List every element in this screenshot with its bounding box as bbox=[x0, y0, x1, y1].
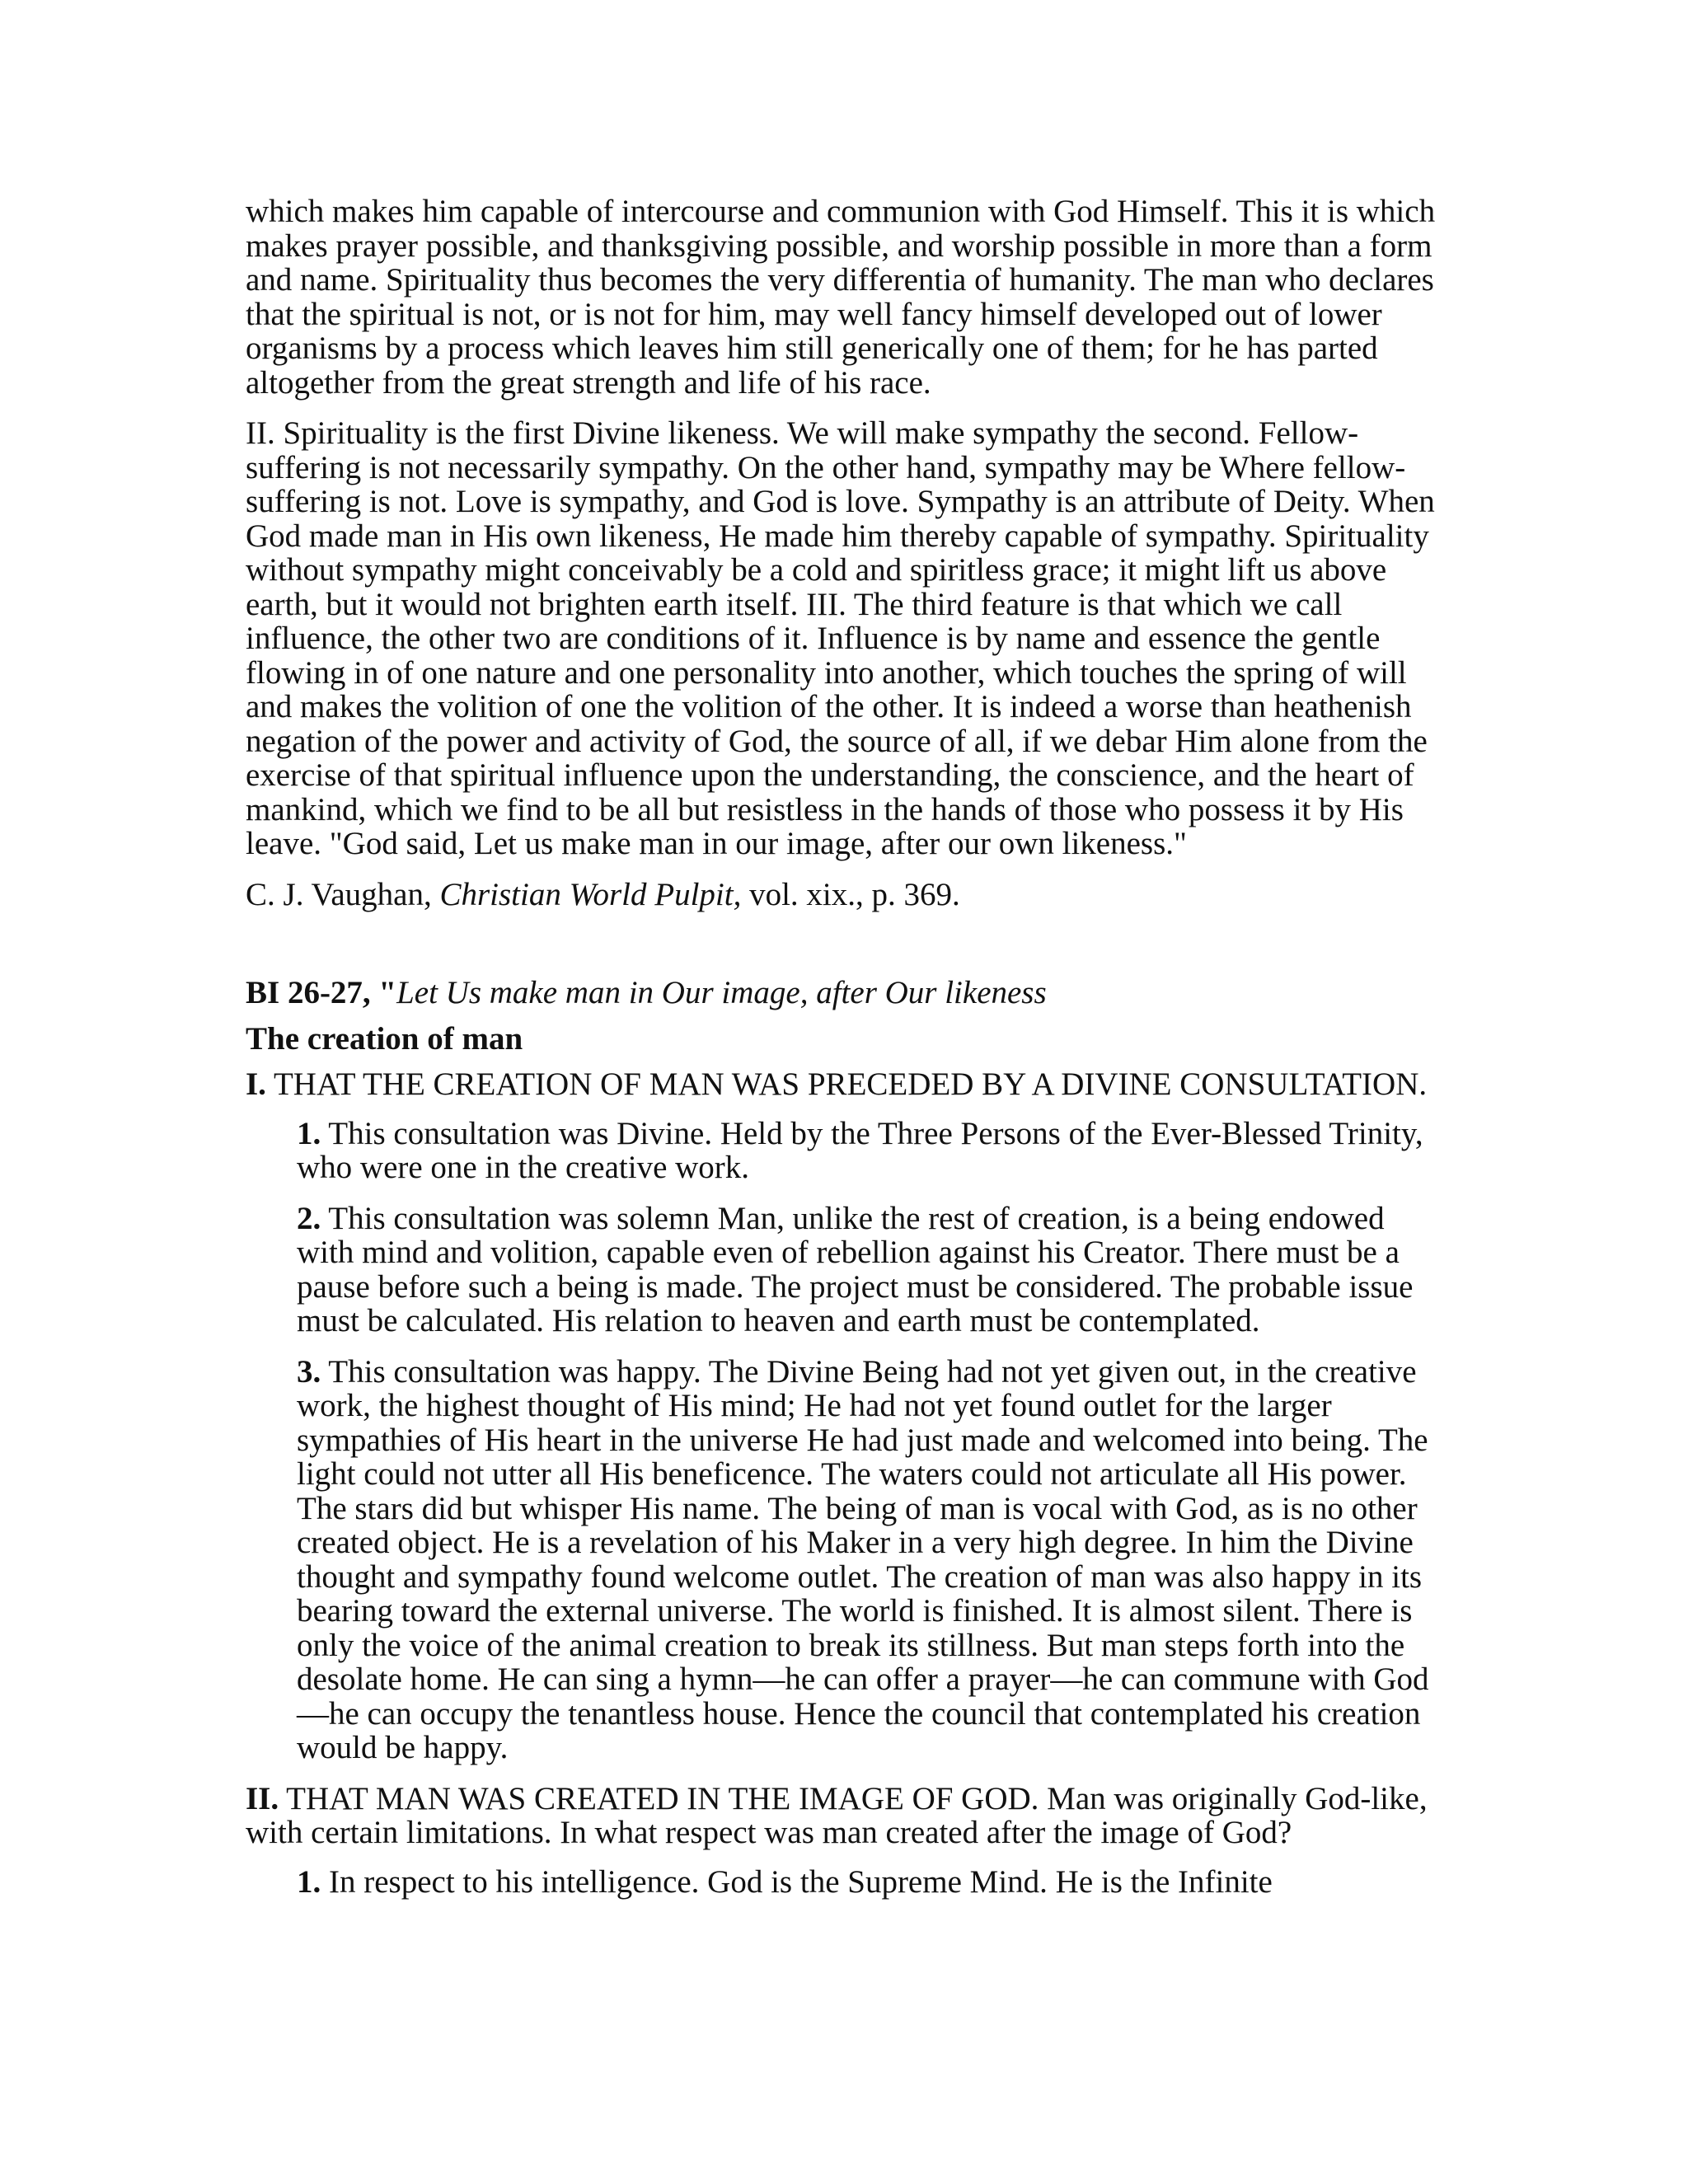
section-spacer bbox=[246, 928, 1449, 976]
point-one-text: THAT THE CREATION OF MAN WAS PRECEDED BY A DIVINE CONSULTATION. bbox=[265, 1066, 1428, 1102]
point-two-text: THAT MAN WAS CREATED IN THE IMAGE OF GOD. Man was originally God-like, with certain limitations. In what respect was man created after the image of God? bbox=[246, 1780, 1428, 1850]
sub-text: This consultation was Divine. Held by the Three Persons of the Ever-Blessed Trinity, who were one in the creative work. bbox=[297, 1115, 1423, 1185]
section-title: The creation of man bbox=[246, 1020, 523, 1057]
point-one-number: I. bbox=[246, 1066, 266, 1102]
point-one-sub-2 bbox=[297, 1202, 1449, 1338]
point-one-sub-1 bbox=[297, 1117, 1449, 1185]
intro-paragraph: which makes him capable of intercourse and communion with God Himself. This it is which makes prayer possible, and thanksgiving possible, and worship possible in more than a form and name. Spirituality thus becomes the very differentia of humanity. The man who declares that the spiritual is not, or is not for him, may well fancy himself developed out of lower organisms by a process which leaves him still generically one of them; for he has parted altogether from the great strength and life of his race. bbox=[246, 194, 1436, 401]
point-one bbox=[246, 1067, 1449, 1102]
point-two-sub-1 bbox=[297, 1865, 1449, 1900]
sub-number: 1. bbox=[297, 1863, 321, 1900]
bi-verse-text: Let Us make man in Our image, after Our likeness bbox=[396, 975, 1047, 1010]
sub-text: In respect to his intelligence. God is the Supreme Mind. He is the Infinite bbox=[321, 1863, 1273, 1900]
second-paragraph: II. Spirituality is the first Divine likeness. We will make sympathy the second. Fellow-suffering is not necessarily sympathy. On the other hand, sympathy may be Where fellow-suffering is not. Love is sympathy, and God is love. Sympathy is an attribute of Deity. When God made man in His own likeness, He made him thereby capable of sympathy. Spirituality without sympathy might conceivably be a cold and spiritless grace; it might lift us above earth, but it would not brighten earth itself. III. The third feature is that which we call influence, the other two are conditions of it. Influence is by name and essence the gentle flowing in of one nature and one personality into another, which touches the spring of will and makes the volition of one the volition of the other. It is indeed a worse than heathenish negation of the power and activity of God, the source of all, if we debar Him alone from the exercise of that spiritual influence upon the understanding, the conscience, and the heart of mankind, which we find to be all but resistless in the hands of those who possess it by His leave. "God said, Let us make man in our image, after our own likeness." bbox=[246, 415, 1435, 861]
sub-number: 3. bbox=[297, 1353, 321, 1390]
point-two bbox=[246, 1782, 1449, 1850]
sub-number: 2. bbox=[297, 1200, 321, 1236]
sub-text: This consultation was happy. The Divine Being had not yet given out, in the creative work, the highest thought of His mind; He had not yet found outlet for the larger sympathies of His heart in the universe He had just made and welcomed into being. The light could not utter all His beneficence. The waters could not articulate all His power. The stars did but whisper His name. The being of man is vocal with God, as is no other created object. He is a revelation of his Maker in a very high degree. In him the Divine thought and sympathy found welcome outlet. The creation of man was also happy in its bearing toward the external universe. The world is finished. It is almost silent. There is only the voice of the animal creation to break its stillness. But man steps forth into the desolate home. He can sing a hymn—he can offer a prayer—he can commune with God—he can occupy the tenantless house. Hence the council that contemplated his creation would be happy. bbox=[297, 1353, 1429, 1765]
document-page bbox=[246, 194, 1449, 1915]
citation-location: vol. xix., p. 369. bbox=[741, 876, 960, 912]
point-two-number: II. bbox=[246, 1780, 279, 1816]
sub-number: 1. bbox=[297, 1115, 321, 1151]
citation-author: C. J. Vaughan, bbox=[246, 876, 440, 912]
bi-heading bbox=[246, 976, 1449, 1010]
sub-text: This consultation was solemn Man, unlike the rest of creation, is a being endowed with mind and volition, capable even of rebellion against his Creator. There must be a pause before such a being is made. The project must be considered. The probable issue must be calculated. His relation to heaven and earth must be contemplated. bbox=[297, 1200, 1414, 1338]
bi-reference: BI 26-27, " bbox=[246, 975, 397, 1010]
point-one-sub-3 bbox=[297, 1355, 1449, 1765]
citation-work: Christian World Pulpit, bbox=[439, 876, 742, 912]
citation bbox=[246, 878, 1449, 912]
